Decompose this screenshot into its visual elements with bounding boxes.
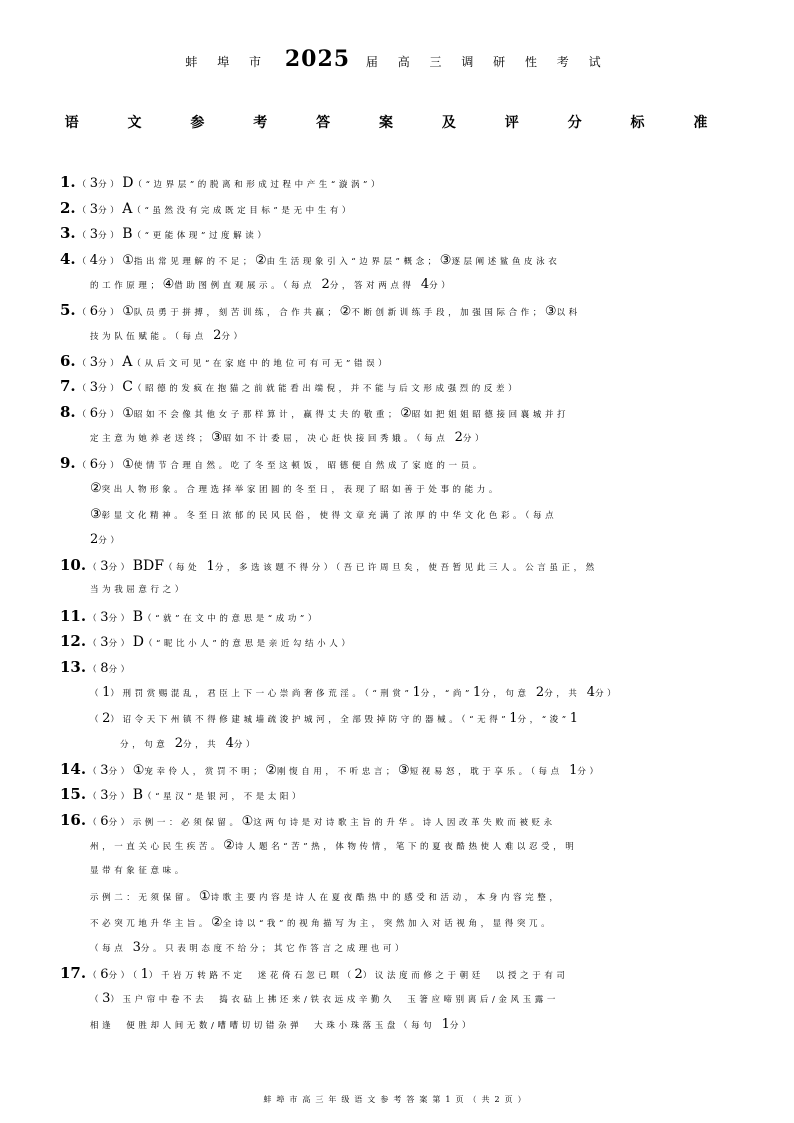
answer-text: ②突出人物形象。合理选择举家团圆的冬至日，表现了昭如善于处事的能力。 [90, 481, 501, 496]
answer-line [60, 757, 780, 783]
question-number: 12. [60, 632, 87, 650]
question-number: 16. [60, 810, 87, 829]
page-footer: 蚌埠市高三年级语文参考答案第1页（共2页） [263, 1095, 531, 1104]
answer-text: 分，句意 2分，共 4分） [120, 736, 259, 751]
question-number: 9. [60, 453, 76, 472]
header-prefix: 蚌 埠 市 [185, 55, 270, 69]
answer-text: （3分）D（“昵比小人”的意思是亲近勾结小人） [88, 634, 354, 650]
answer-line [60, 629, 780, 655]
answer-text: ③彰显文化精神。冬至日浓郁的民风民俗，使得文章充满了浓厚的中华文化色彩。（每点 [90, 506, 558, 522]
answer-text: （3分）B（“就”在文中的意思是“成功”） [88, 608, 320, 625]
question-number: 15. [60, 785, 87, 803]
answer-text: 技为队伍赋能。（每点 2分） [90, 328, 246, 343]
question-number: 6. [60, 351, 76, 370]
answer-line [60, 884, 780, 910]
answer-text: （3分）BDF（每处 1分，多选该题不得分）（吾已许周旦矣，使吾暂见此三人。公言虽正，然 [88, 557, 598, 574]
answer-line [60, 196, 780, 222]
answer-text: 的工作原理；④借助图例直观展示。（每点 2分，答对两点得 4分） [90, 277, 454, 292]
answer-text: 不必突兀地升华主旨。②全诗以“我”的视角描写为主，突然加入对话视角，显得突兀。 [90, 914, 554, 930]
answer-line [60, 451, 780, 477]
header-year: 2025 [284, 46, 351, 72]
answer-line [60, 655, 780, 681]
answer-line [60, 604, 780, 630]
answer-line [60, 476, 780, 502]
question-number: 8. [60, 402, 76, 421]
answer-line [60, 349, 780, 375]
exam-header [0, 46, 794, 72]
answer-line [60, 553, 780, 579]
answer-line [60, 578, 780, 604]
answer-line [60, 808, 780, 834]
header-suffix: 届 高 三 调 研 性 考 试 [365, 55, 609, 69]
question-number: 4. [60, 249, 76, 268]
answer-line [60, 731, 780, 757]
answer-line [60, 425, 780, 451]
answer-line [60, 935, 780, 961]
answer-line [60, 374, 780, 400]
question-number: 1. [60, 173, 76, 191]
answer-text: （3分）A（从后文可见“在家庭中的地位可有可无”错误） [77, 353, 391, 370]
answer-line [60, 170, 780, 196]
question-number: 14. [60, 759, 87, 778]
question-number: 11. [60, 606, 87, 625]
answer-text: 州，一直关心民生疾苦。②诗人题名“苦”热，体物传情，笔下的夏夜酷热使人难以忍受，明 [90, 838, 578, 853]
answer-text: （8分） [88, 660, 133, 676]
answer-text: （3分）B（“更能体现”过度解读） [77, 226, 270, 242]
answer-line [60, 272, 780, 298]
answer-line [60, 323, 780, 349]
answer-text: （2）诏令天下州镇不得修建城墙疏浚护城河，全部毁掉防守的器械。（“无得”1分，“浚”1 [90, 710, 579, 726]
answer-text: （3）玉户帘中卷不去 捣衣砧上拂还来/铁衣远戍辛勤久 玉箸应啼别离后/金风玉露一 [90, 991, 559, 1006]
answer-text: （6分）（1）千岩万转路不定 迷花倚石忽已暝（2）议法度而修之于朝廷 以授之于有司 [88, 966, 569, 982]
answer-line [60, 910, 780, 936]
answer-line [60, 986, 780, 1012]
answer-text: （3分）①宠幸伶人，赏罚不明；②刚愎自用，不听忠言；③短视易怒，耽于享乐。（每点 1分） [88, 762, 602, 778]
answer-text: 定主意为她养老送终；③昭如不计委屈，决心赶快接回秀娥。（每点 2分） [90, 430, 488, 445]
question-number: 13. [60, 657, 87, 676]
answer-list [60, 170, 780, 1037]
answer-line [60, 298, 780, 324]
answer-line [60, 247, 780, 273]
question-number: 10. [60, 555, 87, 574]
answer-line [60, 527, 780, 553]
answer-line [60, 1012, 780, 1038]
answer-text: （3分）D（“边界层”的脱离和形成过程中产生“漩涡”） [77, 175, 384, 191]
answer-text: （6分）①队员勇于拼搏，刻苦训练，合作共赢；②不断创新训练手段，加强国际合作；③以科 [77, 303, 581, 319]
answer-text: 相逢 便胜却人间无数/嘈嘈切切错杂弹 大珠小珠落玉盘（每句 1分） [90, 1016, 475, 1032]
answer-line [60, 961, 780, 987]
answer-line [60, 221, 780, 247]
answer-text: （6分）示例一：必须保留。①这两句诗是对诗歌主旨的升华。诗人因改革失败而被贬永 [88, 813, 556, 829]
answer-text: 2分） [90, 532, 123, 547]
answer-text: （1）刑罚赏赐混乱，君臣上下一心崇尚奢侈荒淫。（“刑赏”1分，“尚”1分，句意 2分，共 4分） [90, 685, 620, 700]
page-title: 语 文 参 考 答 案 及 评 分 标 准 [64, 115, 730, 131]
answer-line [60, 400, 780, 426]
answer-text: （6分）①使情节合理自然。吃了冬至这顿饭，昭德便自然成了家庭的一员。 [77, 456, 485, 472]
answer-line [60, 706, 780, 732]
answer-text: 当为我屈意行之） [90, 585, 187, 595]
answer-text: 显带有象征意味。 [90, 865, 187, 876]
answer-line [60, 680, 780, 706]
question-number: 7. [60, 377, 76, 395]
answer-text: （4分）①指出常见理解的不足；②由生活现象引入“边界层”概念；③逐层阐述鲨鱼皮泳衣 [77, 252, 561, 268]
answer-line [60, 502, 780, 528]
answer-text: （3分）B（“星汉”是银河，不是太阳） [88, 787, 305, 803]
answer-text: （3分）A（“虽然没有完成既定目标”是无中生有） [77, 200, 354, 217]
answer-line [60, 859, 780, 885]
answer-text: （每点 3分。只表明态度不给分；其它作答言之成理也可） [90, 940, 408, 955]
answer-line [60, 782, 780, 808]
answer-text: （6分）①昭如不会像其他女子那样算计，赢得丈夫的敬重；②昭如把姐姐昭德接回襄城并打 [77, 405, 570, 421]
question-number: 5. [60, 300, 76, 319]
question-number: 17. [60, 963, 87, 982]
answer-line [60, 833, 780, 859]
answer-text: （3分）C（昭德的发疯在抱猫之前就能看出端倪，并不能与后文形成强烈的反差） [77, 379, 521, 395]
question-number: 2. [60, 198, 76, 217]
answer-text: 示例二：无须保留。①诗歌主要内容是诗人在夏夜酷热中的感受和活动，本身内容完整， [90, 889, 562, 904]
question-number: 3. [60, 224, 76, 242]
